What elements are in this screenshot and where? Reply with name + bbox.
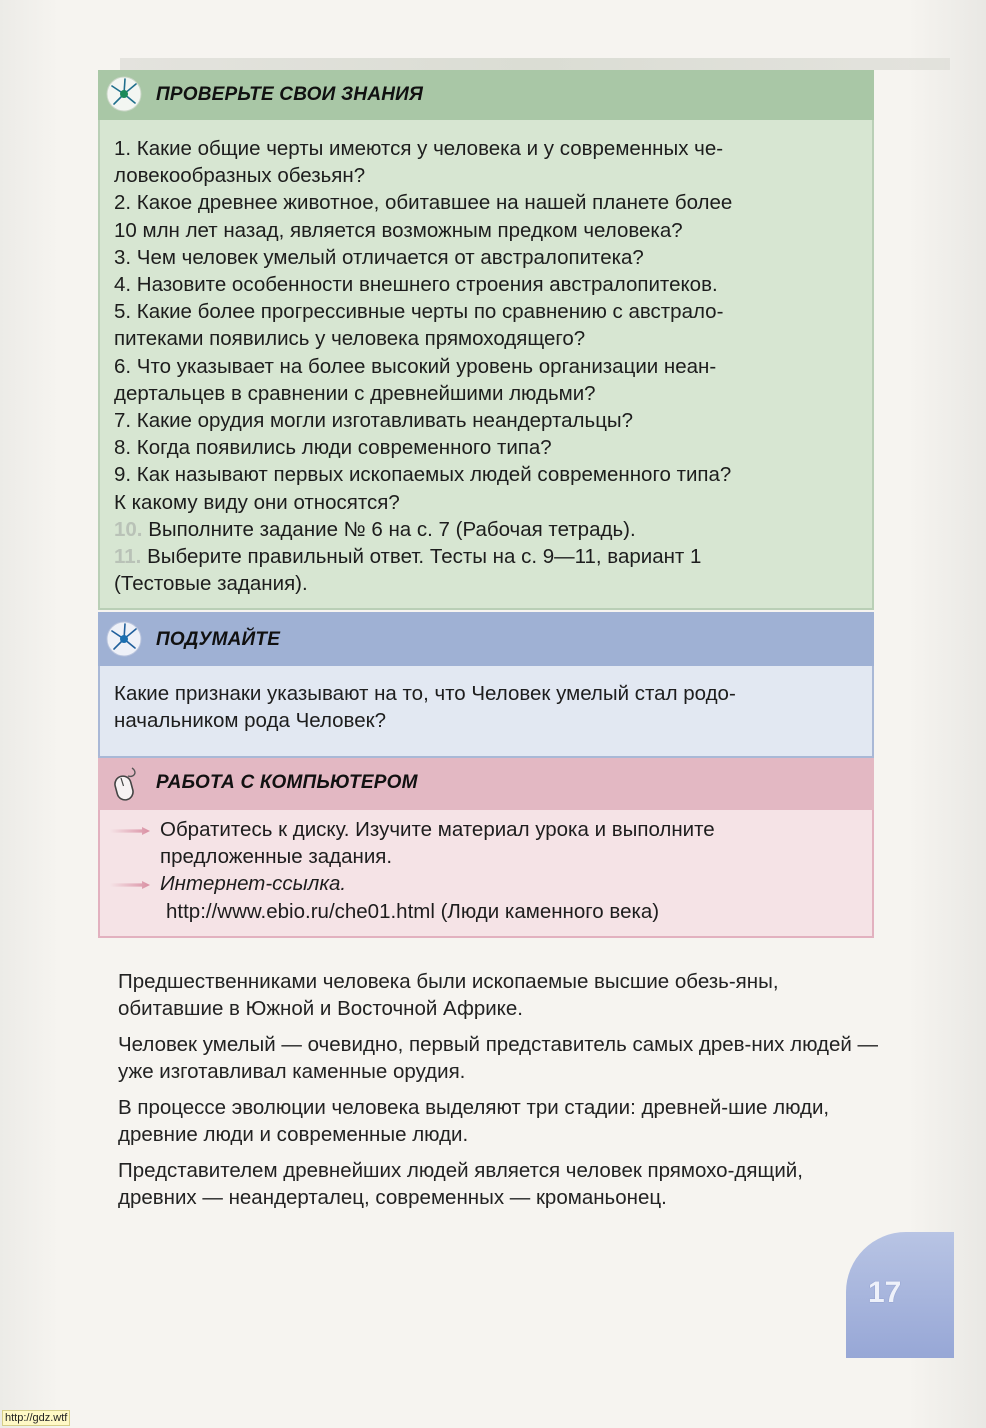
question-10-text: Выполните задание № 6 на с. 7 (Рабочая тетрадь). [148,517,636,541]
summary-paragraph: Предшественниками человека были ископаемые высшие обезь-яны, обитавшие в Южной и Восточной Африке. [118,970,779,1020]
check-knowledge-title: ПРОВЕРЬТЕ СВОИ ЗНАНИЯ [156,84,424,105]
question-line: К какому виду они относятся? [114,490,400,514]
question-line: дертальцев в сравнении с древнейшими людьми? [114,381,596,405]
think-text-line: Какие признаки указывают на то, что Человек умелый стал родо- [114,682,736,705]
question-line: питеками появились у человека прямоходящего? [114,327,586,351]
question-11-continued: (Тестовые задания). [114,572,308,596]
think-text-line: начальником рода Человек? [114,709,386,733]
question-10-number: 10. [114,517,143,541]
computer-work-header [98,758,874,810]
background-bleed-strip [120,58,950,70]
check-knowledge-header [98,70,874,120]
arrow-bullet-icon [110,881,150,889]
question-10 [114,516,858,543]
internet-link-label: Интернет-ссылка. [160,872,347,896]
question-11-number: 11. [114,545,142,569]
star-burst-icon [104,619,144,659]
computer-mouse-icon [104,764,144,804]
check-knowledge-body [98,120,874,610]
summary-paragraph: В процессе эволюции человека выделяют три стадии: древней-шие люди, древние люди и современные люди. [118,1096,830,1146]
question-line: 6. Что указывает на более высокий уровень организации неан- [114,354,717,378]
question-line: 8. Когда появились люди современного типа? [114,436,552,460]
question-line: 9. Как называют первых ископаемых людей современного типа? [114,463,732,487]
question-11-text: Выберите правильный ответ. Тесты на с. 9—11, вариант 1 [147,545,702,569]
question-line: 3. Чем человек умелый отличается от австралопитека? [114,245,644,269]
arrow-bullet-icon [110,827,150,835]
question-line: 2. Какое древнее животное, обитавшее на нашей планете более [114,191,733,215]
summary-paragraph: Человек умелый — очевидно, первый представитель самых древ-них людей — уже изготавливал каменные орудия. [118,1033,879,1083]
think-section [98,612,874,758]
question-11 [114,543,858,570]
think-body [98,666,874,758]
computer-work-section [98,758,874,938]
star-burst-icon [104,74,144,114]
computer-work-title: РАБОТА С КОМПЬЮТЕРОМ [156,772,418,793]
watermark-link[interactable]: http://gdz.wtf [2,1410,70,1426]
summary-block [118,968,878,1220]
internet-link-url[interactable]: http://www.ebio.ru/che01.html (Люди каменного века) [166,899,660,923]
think-title: ПОДУМАЙТЕ [156,629,281,650]
think-header [98,612,874,666]
computer-text-line: Обратитесь к диску. Изучите материал урока и выполните [160,818,715,841]
question-line: 5. Какие более прогрессивные черты по сравнению с австрало- [114,300,724,324]
summary-paragraph: Представителем древнейших людей является человек прямохо-дящий, древних — неандерталец, современных — кроманьонец. [118,1159,803,1209]
question-line: 10 млн лет назад, является возможным предком человека? [114,218,683,242]
check-knowledge-section [98,70,874,610]
computer-text-line: предложенные задания. [160,845,393,869]
computer-work-body [98,810,874,938]
page-number: 17 [868,1276,902,1309]
question-line: 1. Какие общие черты имеются у человека и у современных че- [114,137,724,160]
question-line: 4. Назовите особенности внешнего строения австралопитеков. [114,273,718,297]
question-line: ловекообразных обезьян? [114,164,366,188]
question-line: 7. Какие орудия могли изготавливать неандертальцы? [114,409,634,433]
